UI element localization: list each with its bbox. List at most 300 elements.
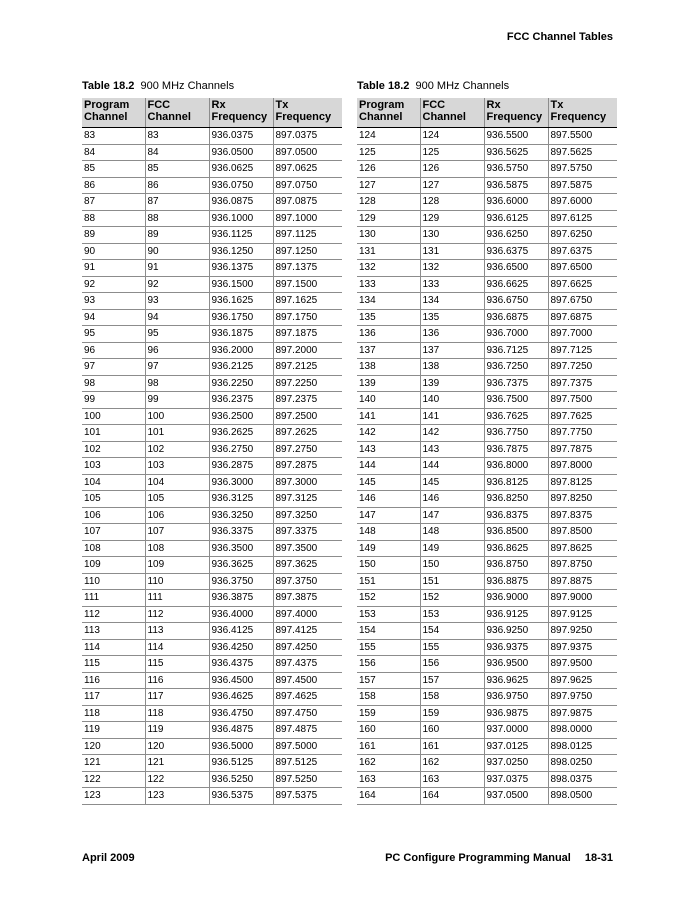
cell-program-channel: 110 xyxy=(82,573,145,590)
table-row xyxy=(82,573,342,590)
table-row xyxy=(82,474,342,491)
cell-tx-frequency: 897.2750 xyxy=(273,441,342,458)
cell-fcc-channel: 127 xyxy=(420,177,484,194)
cell-rx-frequency: 936.9000 xyxy=(484,590,548,607)
cell-rx-frequency: 936.5625 xyxy=(484,144,548,161)
cell-tx-frequency: 897.8875 xyxy=(548,573,617,590)
table-row xyxy=(82,738,342,755)
cell-program-channel: 138 xyxy=(357,359,420,376)
cell-rx-frequency: 936.7000 xyxy=(484,326,548,343)
cell-program-channel: 135 xyxy=(357,309,420,326)
cell-program-channel: 90 xyxy=(82,243,145,260)
cell-tx-frequency: 897.7500 xyxy=(548,392,617,409)
table-row xyxy=(82,491,342,508)
cell-program-channel: 127 xyxy=(357,177,420,194)
table-row xyxy=(82,128,342,145)
table-row xyxy=(82,408,342,425)
cell-program-channel: 126 xyxy=(357,161,420,178)
cell-fcc-channel: 123 xyxy=(145,788,209,805)
cell-tx-frequency: 897.8750 xyxy=(548,557,617,574)
table-row xyxy=(357,722,617,739)
cell-fcc-channel: 152 xyxy=(420,590,484,607)
cell-program-channel: 132 xyxy=(357,260,420,277)
cell-rx-frequency: 936.2250 xyxy=(209,375,273,392)
table-row xyxy=(357,540,617,557)
cell-rx-frequency: 936.5250 xyxy=(209,771,273,788)
cell-program-channel: 100 xyxy=(82,408,145,425)
cell-tx-frequency: 897.9125 xyxy=(548,606,617,623)
cell-rx-frequency: 936.0875 xyxy=(209,194,273,211)
cell-tx-frequency: 897.7750 xyxy=(548,425,617,442)
table-row xyxy=(82,722,342,739)
cell-tx-frequency: 897.9000 xyxy=(548,590,617,607)
table-row xyxy=(82,689,342,706)
cell-program-channel: 83 xyxy=(82,128,145,145)
table-row xyxy=(82,260,342,277)
cell-program-channel: 109 xyxy=(82,557,145,574)
column-header-line: Rx xyxy=(486,99,501,111)
cell-rx-frequency: 936.2375 xyxy=(209,392,273,409)
cell-rx-frequency: 936.9875 xyxy=(484,705,548,722)
cell-fcc-channel: 160 xyxy=(420,722,484,739)
cell-rx-frequency: 936.9250 xyxy=(484,623,548,640)
cell-fcc-channel: 133 xyxy=(420,276,484,293)
cell-rx-frequency: 936.7875 xyxy=(484,441,548,458)
channel-table-right xyxy=(357,79,617,805)
table-row xyxy=(357,788,617,805)
cell-tx-frequency: 897.6250 xyxy=(548,227,617,244)
cell-fcc-channel: 148 xyxy=(420,524,484,541)
cell-tx-frequency: 897.5625 xyxy=(548,144,617,161)
cell-tx-frequency: 897.4875 xyxy=(273,722,342,739)
table-row xyxy=(357,524,617,541)
cell-tx-frequency: 897.8000 xyxy=(548,458,617,475)
cell-program-channel: 142 xyxy=(357,425,420,442)
column-header-tx-frequency xyxy=(548,98,617,128)
column-header-line: FCC xyxy=(147,99,171,111)
cell-tx-frequency: 897.7375 xyxy=(548,375,617,392)
cell-program-channel: 149 xyxy=(357,540,420,557)
cell-rx-frequency: 936.4375 xyxy=(209,656,273,673)
column-header-line: Frequency xyxy=(275,111,332,123)
cell-fcc-channel: 129 xyxy=(420,210,484,227)
cell-fcc-channel: 136 xyxy=(420,326,484,343)
column-header-line: Program xyxy=(359,99,405,111)
cell-fcc-channel: 100 xyxy=(145,408,209,425)
column-header-fcc-channel xyxy=(145,98,209,128)
cell-rx-frequency: 936.1750 xyxy=(209,309,273,326)
cell-program-channel: 140 xyxy=(357,392,420,409)
footer-right xyxy=(385,852,613,864)
table-row xyxy=(357,128,617,145)
table-row xyxy=(82,375,342,392)
cell-fcc-channel: 137 xyxy=(420,342,484,359)
cell-tx-frequency: 897.3125 xyxy=(273,491,342,508)
cell-fcc-channel: 128 xyxy=(420,194,484,211)
cell-rx-frequency: 936.2875 xyxy=(209,458,273,475)
cell-tx-frequency: 897.9625 xyxy=(548,672,617,689)
cell-program-channel: 118 xyxy=(82,705,145,722)
channel-table xyxy=(82,98,342,805)
cell-program-channel: 131 xyxy=(357,243,420,260)
cell-fcc-channel: 125 xyxy=(420,144,484,161)
cell-program-channel: 102 xyxy=(82,441,145,458)
cell-rx-frequency: 936.6625 xyxy=(484,276,548,293)
cell-fcc-channel: 106 xyxy=(145,507,209,524)
cell-fcc-channel: 87 xyxy=(145,194,209,211)
table-row xyxy=(357,210,617,227)
cell-tx-frequency: 897.5000 xyxy=(273,738,342,755)
cell-program-channel: 87 xyxy=(82,194,145,211)
cell-fcc-channel: 141 xyxy=(420,408,484,425)
cell-rx-frequency: 936.7500 xyxy=(484,392,548,409)
table-row xyxy=(357,177,617,194)
cell-tx-frequency: 897.4250 xyxy=(273,639,342,656)
cell-fcc-channel: 94 xyxy=(145,309,209,326)
cell-tx-frequency: 897.7875 xyxy=(548,441,617,458)
cell-tx-frequency: 897.2625 xyxy=(273,425,342,442)
table-row xyxy=(82,755,342,772)
cell-fcc-channel: 142 xyxy=(420,425,484,442)
footer-manual-title: PC Configure Programming Manual xyxy=(385,852,571,864)
cell-fcc-channel: 104 xyxy=(145,474,209,491)
table-row xyxy=(82,210,342,227)
cell-fcc-channel: 138 xyxy=(420,359,484,376)
table-row xyxy=(357,557,617,574)
cell-rx-frequency: 936.1625 xyxy=(209,293,273,310)
cell-tx-frequency: 897.1000 xyxy=(273,210,342,227)
cell-tx-frequency: 897.2375 xyxy=(273,392,342,409)
cell-program-channel: 148 xyxy=(357,524,420,541)
cell-rx-frequency: 936.9125 xyxy=(484,606,548,623)
cell-tx-frequency: 897.3625 xyxy=(273,557,342,574)
cell-fcc-channel: 162 xyxy=(420,755,484,772)
column-header-line: Channel xyxy=(84,111,128,123)
cell-tx-frequency: 897.6000 xyxy=(548,194,617,211)
cell-program-channel: 113 xyxy=(82,623,145,640)
cell-rx-frequency: 937.0250 xyxy=(484,755,548,772)
cell-rx-frequency: 937.0375 xyxy=(484,771,548,788)
cell-program-channel: 158 xyxy=(357,689,420,706)
cell-program-channel: 122 xyxy=(82,771,145,788)
cell-program-channel: 147 xyxy=(357,507,420,524)
column-header-line: Frequency xyxy=(550,111,607,123)
cell-rx-frequency: 936.5875 xyxy=(484,177,548,194)
cell-tx-frequency: 897.7250 xyxy=(548,359,617,376)
table-row xyxy=(82,293,342,310)
table-row xyxy=(82,606,342,623)
table-row xyxy=(82,524,342,541)
cell-program-channel: 159 xyxy=(357,705,420,722)
column-header-line: Channel xyxy=(422,111,466,123)
cell-program-channel: 116 xyxy=(82,672,145,689)
cell-tx-frequency: 897.0375 xyxy=(273,128,342,145)
cell-fcc-channel: 146 xyxy=(420,491,484,508)
cell-tx-frequency: 897.8500 xyxy=(548,524,617,541)
table-row xyxy=(357,441,617,458)
cell-fcc-channel: 130 xyxy=(420,227,484,244)
table-row xyxy=(82,672,342,689)
cell-tx-frequency: 897.9875 xyxy=(548,705,617,722)
cell-fcc-channel: 95 xyxy=(145,326,209,343)
table-row xyxy=(357,243,617,260)
cell-rx-frequency: 936.0375 xyxy=(209,128,273,145)
cell-program-channel: 112 xyxy=(82,606,145,623)
cell-program-channel: 136 xyxy=(357,326,420,343)
cell-rx-frequency: 936.9500 xyxy=(484,656,548,673)
cell-fcc-channel: 110 xyxy=(145,573,209,590)
footer-date: April 2009 xyxy=(82,852,135,864)
cell-rx-frequency: 936.3625 xyxy=(209,557,273,574)
column-header-program-channel xyxy=(357,98,420,128)
cell-rx-frequency: 936.8375 xyxy=(484,507,548,524)
column-header-line: Channel xyxy=(147,111,191,123)
table-row xyxy=(82,194,342,211)
cell-rx-frequency: 936.3375 xyxy=(209,524,273,541)
table-row xyxy=(82,557,342,574)
cell-program-channel: 114 xyxy=(82,639,145,656)
table-row xyxy=(357,375,617,392)
table-row xyxy=(357,507,617,524)
cell-rx-frequency: 936.9375 xyxy=(484,639,548,656)
cell-program-channel: 162 xyxy=(357,755,420,772)
cell-tx-frequency: 898.0375 xyxy=(548,771,617,788)
cell-rx-frequency: 936.1000 xyxy=(209,210,273,227)
cell-fcc-channel: 159 xyxy=(420,705,484,722)
cell-tx-frequency: 897.2875 xyxy=(273,458,342,475)
cell-program-channel: 84 xyxy=(82,144,145,161)
cell-program-channel: 91 xyxy=(82,260,145,277)
column-header-rx-frequency xyxy=(484,98,548,128)
cell-program-channel: 125 xyxy=(357,144,420,161)
cell-rx-frequency: 936.1375 xyxy=(209,260,273,277)
column-header-line: FCC xyxy=(422,99,446,111)
table-caption xyxy=(357,79,617,93)
cell-tx-frequency: 897.2000 xyxy=(273,342,342,359)
cell-tx-frequency: 897.1250 xyxy=(273,243,342,260)
cell-program-channel: 88 xyxy=(82,210,145,227)
cell-program-channel: 150 xyxy=(357,557,420,574)
table-row xyxy=(82,243,342,260)
cell-rx-frequency: 936.8500 xyxy=(484,524,548,541)
cell-fcc-channel: 158 xyxy=(420,689,484,706)
page-number: 18-31 xyxy=(584,852,613,864)
table-row xyxy=(82,309,342,326)
cell-tx-frequency: 897.9250 xyxy=(548,623,617,640)
cell-rx-frequency: 936.3500 xyxy=(209,540,273,557)
cell-program-channel: 130 xyxy=(357,227,420,244)
cell-program-channel: 96 xyxy=(82,342,145,359)
cell-rx-frequency: 936.9625 xyxy=(484,672,548,689)
cell-fcc-channel: 109 xyxy=(145,557,209,574)
table-row xyxy=(82,458,342,475)
cell-program-channel: 89 xyxy=(82,227,145,244)
cell-program-channel: 119 xyxy=(82,722,145,739)
cell-program-channel: 145 xyxy=(357,474,420,491)
cell-fcc-channel: 83 xyxy=(145,128,209,145)
cell-program-channel: 154 xyxy=(357,623,420,640)
cell-fcc-channel: 98 xyxy=(145,375,209,392)
cell-tx-frequency: 897.5375 xyxy=(273,788,342,805)
table-row xyxy=(82,161,342,178)
cell-tx-frequency: 897.4000 xyxy=(273,606,342,623)
cell-tx-frequency: 897.2500 xyxy=(273,408,342,425)
table-row xyxy=(82,342,342,359)
column-header-line: Frequency xyxy=(211,111,268,123)
cell-tx-frequency: 897.6375 xyxy=(548,243,617,260)
cell-rx-frequency: 936.5500 xyxy=(484,128,548,145)
cell-fcc-channel: 96 xyxy=(145,342,209,359)
cell-tx-frequency: 897.8625 xyxy=(548,540,617,557)
cell-tx-frequency: 897.1875 xyxy=(273,326,342,343)
cell-rx-frequency: 936.2000 xyxy=(209,342,273,359)
cell-fcc-channel: 150 xyxy=(420,557,484,574)
cell-tx-frequency: 898.0125 xyxy=(548,738,617,755)
cell-rx-frequency: 936.0625 xyxy=(209,161,273,178)
cell-program-channel: 104 xyxy=(82,474,145,491)
cell-fcc-channel: 163 xyxy=(420,771,484,788)
cell-fcc-channel: 134 xyxy=(420,293,484,310)
cell-rx-frequency: 936.2750 xyxy=(209,441,273,458)
cell-program-channel: 151 xyxy=(357,573,420,590)
cell-tx-frequency: 897.0500 xyxy=(273,144,342,161)
cell-tx-frequency: 897.4625 xyxy=(273,689,342,706)
cell-fcc-channel: 114 xyxy=(145,639,209,656)
cell-program-channel: 94 xyxy=(82,309,145,326)
table-row xyxy=(357,309,617,326)
cell-program-channel: 157 xyxy=(357,672,420,689)
cell-rx-frequency: 936.5375 xyxy=(209,788,273,805)
column-header-tx-frequency xyxy=(273,98,342,128)
table-row xyxy=(357,491,617,508)
cell-tx-frequency: 897.3875 xyxy=(273,590,342,607)
cell-program-channel: 105 xyxy=(82,491,145,508)
cell-rx-frequency: 936.4750 xyxy=(209,705,273,722)
cell-program-channel: 97 xyxy=(82,359,145,376)
cell-program-channel: 115 xyxy=(82,656,145,673)
table-row xyxy=(357,425,617,442)
cell-rx-frequency: 936.4500 xyxy=(209,672,273,689)
cell-fcc-channel: 115 xyxy=(145,656,209,673)
table-row xyxy=(357,705,617,722)
cell-program-channel: 99 xyxy=(82,392,145,409)
cell-rx-frequency: 936.3250 xyxy=(209,507,273,524)
cell-program-channel: 156 xyxy=(357,656,420,673)
cell-rx-frequency: 936.6250 xyxy=(484,227,548,244)
cell-fcc-channel: 107 xyxy=(145,524,209,541)
cell-program-channel: 121 xyxy=(82,755,145,772)
table-row xyxy=(82,392,342,409)
cell-rx-frequency: 936.1875 xyxy=(209,326,273,343)
cell-tx-frequency: 897.8375 xyxy=(548,507,617,524)
cell-tx-frequency: 897.4125 xyxy=(273,623,342,640)
cell-rx-frequency: 936.3875 xyxy=(209,590,273,607)
table-row xyxy=(357,656,617,673)
cell-rx-frequency: 936.4125 xyxy=(209,623,273,640)
cell-rx-frequency: 936.3750 xyxy=(209,573,273,590)
cell-tx-frequency: 897.8125 xyxy=(548,474,617,491)
table-row xyxy=(357,738,617,755)
cell-rx-frequency: 936.7250 xyxy=(484,359,548,376)
cell-program-channel: 123 xyxy=(82,788,145,805)
cell-tx-frequency: 897.3250 xyxy=(273,507,342,524)
cell-fcc-channel: 149 xyxy=(420,540,484,557)
cell-program-channel: 160 xyxy=(357,722,420,739)
cell-fcc-channel: 90 xyxy=(145,243,209,260)
cell-rx-frequency: 936.9750 xyxy=(484,689,548,706)
table-row xyxy=(357,458,617,475)
table-row xyxy=(82,788,342,805)
table-row xyxy=(82,771,342,788)
cell-program-channel: 146 xyxy=(357,491,420,508)
cell-fcc-channel: 135 xyxy=(420,309,484,326)
table-caption-label: Table 18.2 xyxy=(82,80,135,92)
cell-rx-frequency: 936.8750 xyxy=(484,557,548,574)
table-row xyxy=(357,276,617,293)
cell-rx-frequency: 936.7125 xyxy=(484,342,548,359)
cell-rx-frequency: 936.7750 xyxy=(484,425,548,442)
cell-tx-frequency: 897.0875 xyxy=(273,194,342,211)
cell-program-channel: 120 xyxy=(82,738,145,755)
cell-program-channel: 161 xyxy=(357,738,420,755)
cell-tx-frequency: 898.0000 xyxy=(548,722,617,739)
cell-program-channel: 144 xyxy=(357,458,420,475)
cell-program-channel: 101 xyxy=(82,425,145,442)
running-header: FCC Channel Tables xyxy=(506,31,613,43)
cell-fcc-channel: 105 xyxy=(145,491,209,508)
cell-fcc-channel: 88 xyxy=(145,210,209,227)
cell-rx-frequency: 937.0125 xyxy=(484,738,548,755)
cell-program-channel: 141 xyxy=(357,408,420,425)
cell-tx-frequency: 897.5875 xyxy=(548,177,617,194)
cell-tx-frequency: 897.9500 xyxy=(548,656,617,673)
cell-rx-frequency: 936.4625 xyxy=(209,689,273,706)
table-row xyxy=(357,408,617,425)
cell-rx-frequency: 936.4250 xyxy=(209,639,273,656)
column-header-line: Frequency xyxy=(486,111,543,123)
cell-tx-frequency: 897.4375 xyxy=(273,656,342,673)
cell-fcc-channel: 126 xyxy=(420,161,484,178)
cell-program-channel: 163 xyxy=(357,771,420,788)
table-caption-text: 900 MHz Channels xyxy=(415,80,510,92)
cell-program-channel: 124 xyxy=(357,128,420,145)
table-row xyxy=(357,161,617,178)
cell-tx-frequency: 897.6500 xyxy=(548,260,617,277)
table-row xyxy=(82,276,342,293)
cell-fcc-channel: 111 xyxy=(145,590,209,607)
table-row xyxy=(82,359,342,376)
cell-rx-frequency: 936.2500 xyxy=(209,408,273,425)
cell-program-channel: 155 xyxy=(357,639,420,656)
cell-program-channel: 86 xyxy=(82,177,145,194)
table-caption-text: 900 MHz Channels xyxy=(140,80,235,92)
cell-tx-frequency: 897.1125 xyxy=(273,227,342,244)
cell-tx-frequency: 897.3500 xyxy=(273,540,342,557)
cell-program-channel: 98 xyxy=(82,375,145,392)
cell-fcc-channel: 164 xyxy=(420,788,484,805)
table-row xyxy=(357,573,617,590)
table-row xyxy=(82,590,342,607)
cell-tx-frequency: 898.0250 xyxy=(548,755,617,772)
cell-fcc-channel: 92 xyxy=(145,276,209,293)
cell-tx-frequency: 897.4500 xyxy=(273,672,342,689)
cell-rx-frequency: 937.0000 xyxy=(484,722,548,739)
cell-rx-frequency: 936.6875 xyxy=(484,309,548,326)
table-row xyxy=(357,260,617,277)
column-header-line: Rx xyxy=(211,99,226,111)
cell-tx-frequency: 897.0750 xyxy=(273,177,342,194)
cell-rx-frequency: 936.1250 xyxy=(209,243,273,260)
